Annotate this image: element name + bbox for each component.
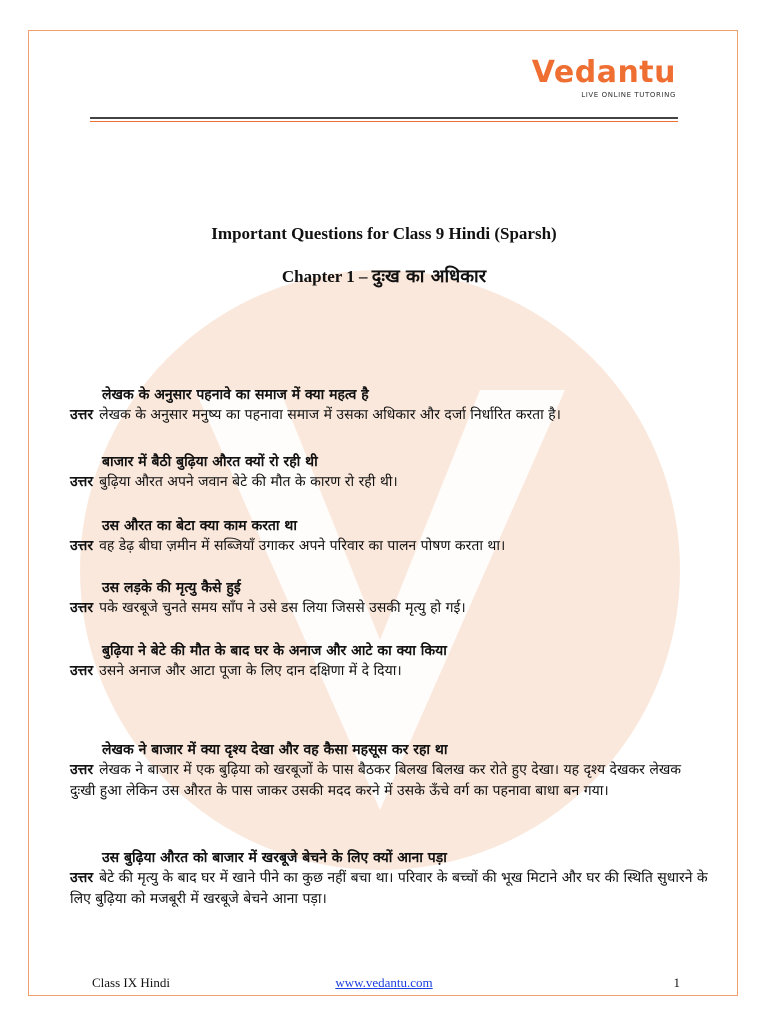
answer-text: लेखक ने बाजार में एक बुढ़िया को खरबूजों के पास बैठकर बिलख बिलख कर रोते हुए देखा। यह दृश्य देखकर लेखक दुःखी हुआ लेकिन उस औरत के पास जाकर उसकी मदद करने में उसके ऊँचे वर्ग का पहनावा बाधा बन गया। xyxy=(70,762,682,799)
logo-text: Vedantu xyxy=(531,55,676,90)
qa-item xyxy=(70,516,710,557)
question: लेखक के अनुसार पहनावे का समाज में क्या महत्व है xyxy=(102,387,369,403)
answer xyxy=(70,868,710,910)
answer-text: बुढ़िया औरत अपने जवान बेटे की मौत के कारण रो रही थी। xyxy=(99,474,398,490)
logo-tagline: LIVE ONLINE TUTORING xyxy=(581,91,676,99)
answer-label: उत्तर xyxy=(70,870,94,886)
answer xyxy=(70,760,710,802)
answer-label: उत्तर xyxy=(70,538,94,554)
question: उस बुढ़िया औरत को बाजार में खरबूजे बेचने के लिए क्यों आना पड़ा xyxy=(102,850,447,866)
page-number: 1 xyxy=(673,975,680,990)
document-title: Important Questions for Class 9 Hindi (Sparsh) xyxy=(211,224,557,243)
chapter-name: दुःख का अधिकार xyxy=(371,266,487,287)
answer-text: पके खरबूजे चुनते समय साँप ने उसे डस लिया जिससे उसकी मृत्यु हो गई। xyxy=(99,600,466,616)
qa-item xyxy=(70,848,710,910)
header-divider xyxy=(90,117,678,119)
question: बुढ़िया ने बेटे की मौत के बाद घर के अनाज और आटे का क्या किया xyxy=(102,643,447,659)
answer-text: उसने अनाज और आटा पूजा के लिए दान दक्षिणा में दे दिया। xyxy=(99,663,402,679)
answer-label: उत्तर xyxy=(70,663,94,679)
answer xyxy=(70,598,710,619)
question: लेखक ने बाजार में क्या दृश्य देखा और वह कैसा महसूस कर रहा था xyxy=(102,742,448,758)
answer-text: बेटे की मृत्यु के बाद घर में खाने पीने का कुछ नहीं बचा था। परिवार के बच्चों की भूख मिटाने और घर की स्थिति सुधारने के लिए बुढ़िया को मजबूरी में खरबूजे बेचने आना पड़ा। xyxy=(70,870,708,907)
answer-label: उत्तर xyxy=(70,600,94,616)
chapter-heading xyxy=(0,264,768,288)
answer xyxy=(70,661,710,682)
answer-text: वह डेढ़ बीघा ज़मीन में सब्जियाँ उगाकर अपने परिवार का पालन पोषण करता था। xyxy=(99,538,506,554)
question: उस लड़के की मृत्यु कैसे हुई xyxy=(102,580,241,596)
header-divider-accent xyxy=(90,121,678,122)
answer-text: लेखक के अनुसार मनुष्य का पहनावा समाज में उसका अधिकार और दर्जा निर्धारित करता है। xyxy=(99,407,561,423)
answer xyxy=(70,536,710,557)
vedantu-logo xyxy=(532,56,676,99)
footer-class-label: Class IX Hindi xyxy=(92,975,170,990)
question: बाजार में बैठी बुढ़िया औरत क्यों रो रही थी xyxy=(102,454,318,470)
qa-item xyxy=(70,578,710,619)
chapter-prefix: Chapter 1 – xyxy=(281,267,368,286)
answer-label: उत्तर xyxy=(70,474,94,490)
answer xyxy=(70,472,710,493)
answer xyxy=(70,405,710,426)
qa-item xyxy=(70,452,710,493)
qa-item xyxy=(70,641,710,682)
qa-item xyxy=(70,740,710,802)
footer-link-wrap xyxy=(0,975,768,991)
footer-website-link[interactable]: www.vedantu.com xyxy=(335,975,433,990)
qa-item xyxy=(70,385,710,426)
answer-label: उत्तर xyxy=(70,762,94,778)
answer-label: उत्तर xyxy=(70,407,94,423)
question: उस औरत का बेटा क्या काम करता था xyxy=(102,518,297,534)
